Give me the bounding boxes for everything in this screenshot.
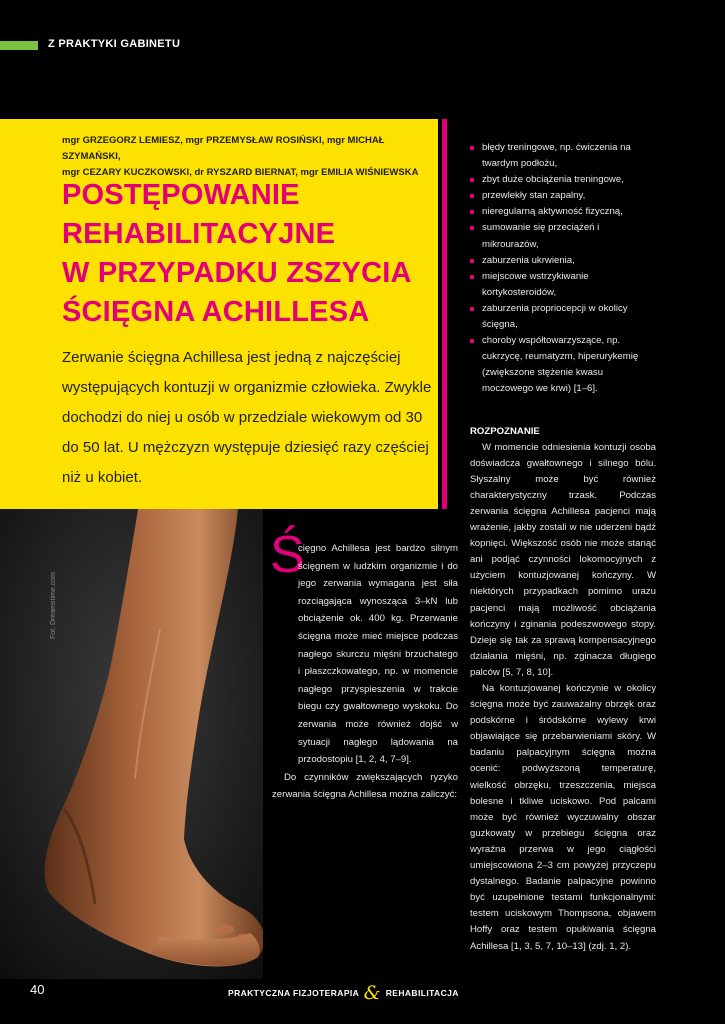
journal-footer [228,982,459,1004]
title-line: POSTĘPOWANIE [62,179,300,211]
page-number: 40 [30,982,45,997]
section-color-bar [0,41,38,50]
body-paragraph: cięgno Achillesa jest bardzo silnym ścięgnem w ludzkim organizmie i do jego zerwania wymagana jest siła rozciągająca wynosząca 3–kN lub obciążenie ok. 400 kg. Przerwanie ścięgna może mieć miejsce podczas nagłego skurczu mięśni brzuchatego i płaszczkowatego, np. w momencie nagłego przyspieszenia w trakcie biegu czy gwałtownego wyskoku. Do zerwania może również dojść w sytuacji nagłego lądowania na przodostopiu [1, 2, 4, 7–9]. [298,543,458,766]
title-line: REHABILITACYJNE [62,218,336,250]
list-item: miejscowe wstrzykiwanie kortykosteroidów, [470,269,656,301]
foot-illustration [0,509,263,979]
photo-credit: Fot. Dreamstime.com [50,572,57,639]
list-item: błędy treningowe, np. ćwiczenia na twardym podłożu, [470,140,656,172]
lead-paragraph: Zerwanie ścięgna Achillesa jest jedną z najczęściej występujących kontuzji w organizmie człowieka. Zwykle dochodzi do niej u osób w przedziale wiekowym od 30 do 50 lat. U mężczyzn występuje dziesięć razy częściej niż u kobiet. [62,349,432,486]
journal-name-right: REHABILITACJA [385,988,459,998]
list-item: przewlekły stan zapalny, [470,188,656,204]
body-column-right [470,140,656,955]
journal-name-left: PRAKTYCZNA FIZJOTERAPIA [228,988,359,998]
title-line: W PRZYPADKU ZSZYCIA [62,257,412,289]
list-item: sumowanie się przeciążeń i mikrourazów, [470,220,656,252]
ampersand-logo: & [363,982,381,1004]
authors [62,133,432,181]
list-item: nieregularną aktywność fizyczną, [470,204,656,220]
article-title [62,176,432,332]
authors-line: mgr GRZEGORZ LEMIESZ, mgr PRZEMYSŁAW ROSIŃSKI, mgr MICHAŁ SZYMAŃSKI, [62,135,385,162]
body-paragraph: Na kontuzjowanej kończynie w okolicy ścięgna może być zauważalny obrzęk oraz podskórne i śródskórne wylewy krwi objawiające się przebarwieniami skóry. W badaniu palpacyjnym ścięgna można ocenić: podwyższoną temperaturę, wielkość obrzęku, trzeszczenia, miejsca bolesne i tkliwe uciskowo. Pod palcami może być również wyczuwalny obszar guzkowaty w przebiegu ścięgna oraz wyraźna przerwa w jego ciągłości umiejscowiona 2–3 cm powyżej przyczepu dystalnego. Badanie palpacyjne powinno być uzupełnione testami funkcjonalnymi: testem uciskowym Thompsona, objawem Hoffy oraz testem opukiwania ścięgna Achillesa [1, 3, 5, 7, 10–13] (zdj. 1, 2). [470,683,656,952]
list-item: zaburzenia ukrwienia, [470,253,656,269]
body-column-middle [272,540,458,804]
accent-rule [442,119,447,509]
section-label: Z PRAKTYKI GABINETU [48,38,181,50]
list-item: zbyt duże obciążenia treningowe, [470,172,656,188]
section-heading: ROZPOZNANIE [470,425,540,437]
body-paragraph: Do czynników zwiększających ryzyko zerwania ścięgna Achillesa można zaliczyć: [272,771,458,801]
authors-line: mgr CEZARY KUCZKOWSKI, dr RYSZARD BIERNAT, mgr EMILIA WIŚNIEWSKA [62,167,419,178]
list-item: choroby współtowarzyszące, np. cukrzycę, reumatyzm, hiperurykemię (zwiększone stężenie kwasu moczowego we krwi) [1–6]. [470,333,656,397]
drop-cap: Ś [270,526,305,584]
risk-factor-list [470,140,656,398]
foot-photo [0,509,263,979]
list-item: zaburzenia propriocepcji w okolicy ścięgna, [470,301,656,333]
title-line: ŚCIĘGNA ACHILLESA [62,296,370,328]
body-paragraph: W momencie odniesienia kontuzji osoba doświadcza gwałtownego i silnego bólu. Słyszalny może być również charakterystyczny trzask. Podczas zerwania ścięgna Achillesa pacjenci mają wrażenie, jakby zostali w nie uderzeni bądź kopnięci. Większość osób nie może stanąć ani podjąć czynności lokomocyjnych z użyciem kontuzjowanej kończyny. W niektórych przypadkach pomimo urazu pacjenci mają możliwość obciążania kończyny i zginania podeszwowego stopy. Dzieje się tak za sprawą kompensacyjnego działania mięśni, np. zginacza długiego palców [5, 7, 8, 10]. [470,441,656,678]
